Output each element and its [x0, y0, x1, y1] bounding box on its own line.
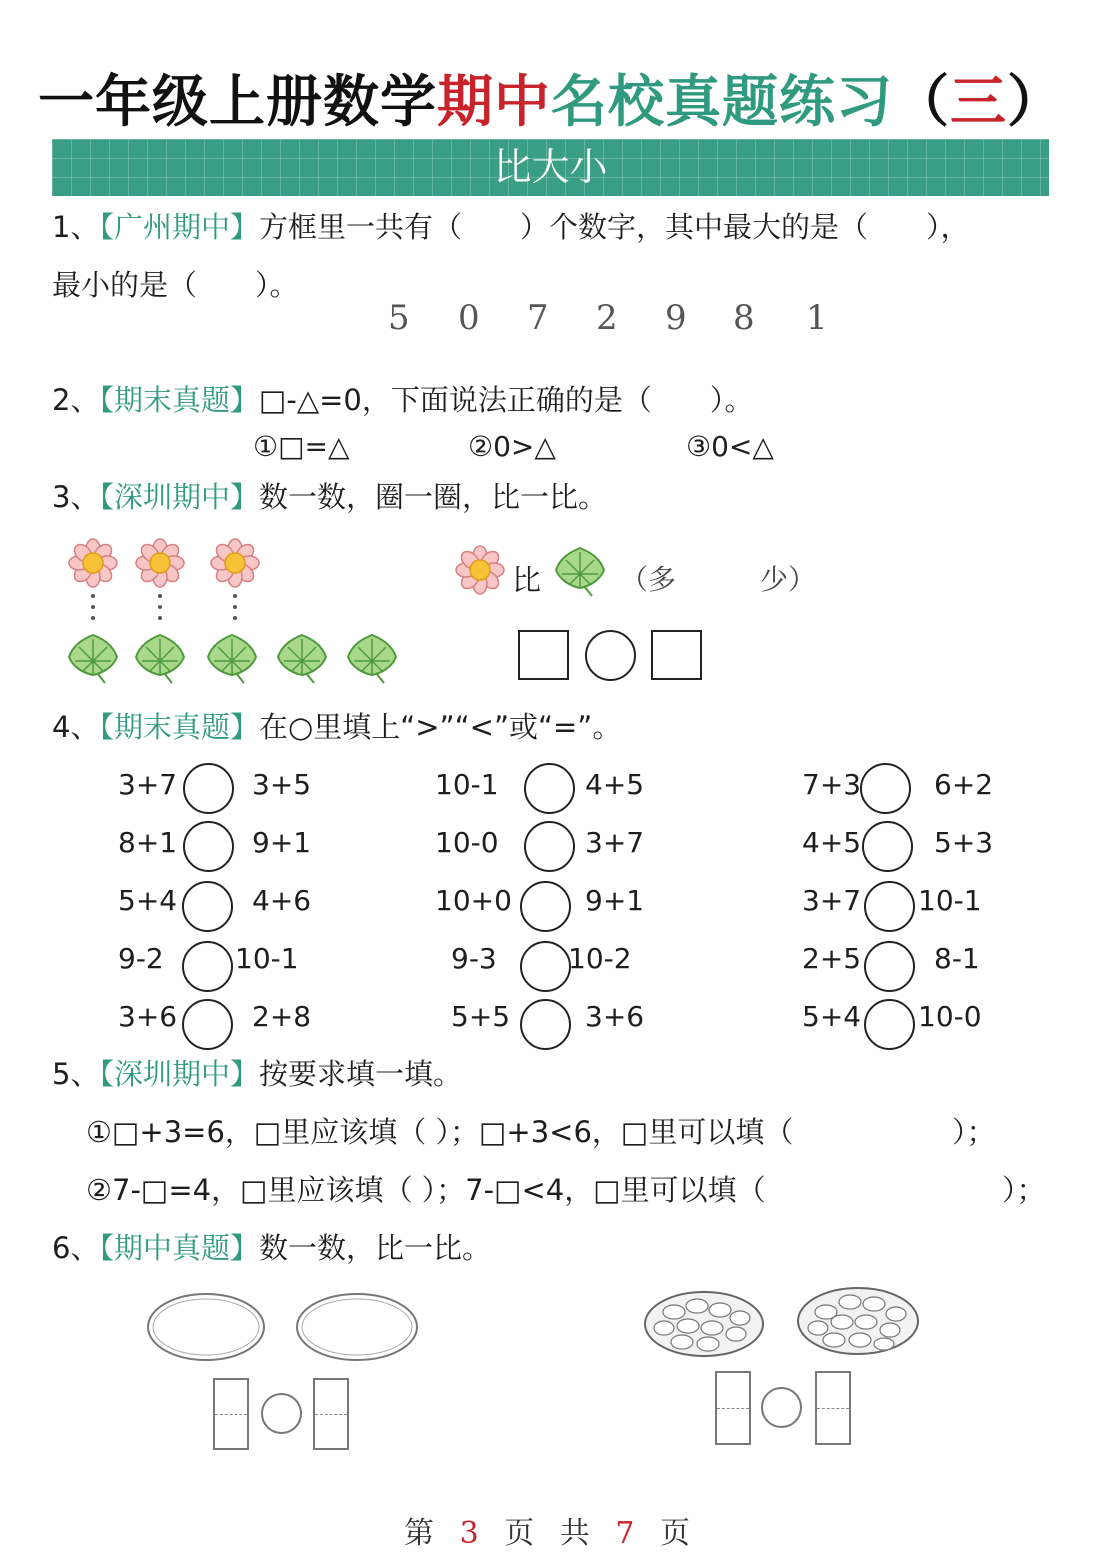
- q4-left-expr: 10-1: [435, 768, 499, 801]
- q4-left-expr: 10+0: [435, 884, 512, 917]
- q3-dotted-connectors: [91, 594, 237, 620]
- q4-left-expr: 4+5: [802, 826, 862, 859]
- footer-middle: 页 共: [504, 1516, 598, 1551]
- q1-tag: 【广州期中】: [99, 210, 259, 244]
- q3-text: 数一数，圈一圈，比一比。: [258, 480, 607, 514]
- page-footer: [0, 1508, 1102, 1552]
- q4-text: 在○里填上“>”“<”或“=”。: [258, 710, 622, 744]
- q3-leaf-row: [69, 635, 396, 683]
- title-part2: 期中: [437, 69, 551, 135]
- empty-plate-icon: [297, 1294, 417, 1360]
- q3-answer-circle[interactable]: [585, 630, 636, 681]
- q4-answer-circle[interactable]: [183, 763, 234, 814]
- q3-answer-box-right[interactable]: [651, 630, 702, 680]
- q4-answer-circle[interactable]: [864, 999, 915, 1050]
- q3-answer-box-left[interactable]: [518, 630, 569, 680]
- q4-answer-circle[interactable]: [524, 821, 575, 872]
- q4-answer-circle[interactable]: [520, 881, 571, 932]
- title-close-paren: ）: [1007, 69, 1064, 135]
- q4-right-expr: 6+2: [934, 768, 994, 801]
- q5-item-1-end: ）；: [952, 1115, 996, 1149]
- q3-compare-word: 比: [512, 563, 542, 597]
- q2-text: □-△=0，下面说法正确的是（ ）。: [258, 383, 754, 417]
- title-open-paren: （: [893, 69, 950, 135]
- q4-tag: 【期末真题】: [99, 710, 259, 744]
- q4-answer-circle[interactable]: [864, 881, 915, 932]
- q4-number: 4、: [52, 710, 100, 744]
- q4-right-expr: 3+6: [585, 1000, 645, 1033]
- q4-right-expr: 8-1: [934, 942, 980, 975]
- q2-option-2: ②0>△: [468, 430, 556, 463]
- digit-item: 9: [665, 298, 687, 338]
- q4-answer-circle[interactable]: [183, 821, 234, 872]
- digit-item: 1: [806, 298, 828, 338]
- q6-answer-circle[interactable]: [261, 1393, 302, 1434]
- leaf-icon: [208, 635, 256, 683]
- q3-number: 3、: [52, 480, 100, 514]
- q5-tag: 【深圳期中】: [99, 1057, 259, 1091]
- q4-left-expr: 9-3: [451, 942, 497, 975]
- leaf-icon: [136, 635, 184, 683]
- q6-text: 数一数，比一比。: [258, 1231, 491, 1265]
- footer-suffix: 页: [659, 1516, 698, 1551]
- q4-answer-circle[interactable]: [524, 763, 575, 814]
- title-part3: 名校真题练习: [551, 69, 893, 135]
- q2-number: 2、: [52, 383, 100, 417]
- q4-answer-circle[interactable]: [862, 821, 913, 872]
- q4-right-expr: 10-1: [918, 884, 982, 917]
- q5-item-2: ②7-□=4，□里应该填（ ）；7-□<4，□里可以填（: [86, 1173, 766, 1207]
- q6-tag: 【期中真题】: [99, 1231, 259, 1265]
- q6-answer-box[interactable]: [815, 1371, 851, 1445]
- compare-flower-icon: [456, 546, 504, 594]
- q3-flower-row: [69, 539, 259, 587]
- q4-right-expr: 2+8: [252, 1000, 312, 1033]
- q1-text-line2: 最小的是（ ）。: [52, 268, 299, 302]
- question-5: [52, 1054, 462, 1094]
- q5-item-1: ①□+3=6，□里应该填（ ）；□+3<6，□里可以填（: [86, 1115, 794, 1149]
- q4-answer-circle[interactable]: [182, 941, 233, 992]
- compare-leaf-icon: [556, 548, 604, 596]
- flower-icon: [211, 539, 259, 587]
- q4-left-expr: 2+5: [802, 942, 862, 975]
- q4-right-expr: 9+1: [252, 826, 312, 859]
- title-number: 三: [950, 69, 1007, 135]
- q4-left-expr: 8+1: [118, 826, 178, 859]
- footer-prefix: 第: [404, 1516, 443, 1551]
- q2-option-3: ③0<△: [686, 430, 774, 463]
- question-6: [52, 1228, 491, 1268]
- q4-left-expr: 10-0: [435, 826, 499, 859]
- q4-answer-circle[interactable]: [860, 763, 911, 814]
- q5-text: 按要求填一填。: [258, 1057, 462, 1091]
- q4-left-expr: 5+4: [802, 1000, 862, 1033]
- leaf-icon: [69, 635, 117, 683]
- q1-text: 方框里一共有（ ）个数字，其中最大的是（ ），: [258, 210, 970, 244]
- digit-item: 2: [596, 298, 618, 338]
- q4-left-expr: 9-2: [118, 942, 164, 975]
- q4-right-expr: 9+1: [585, 884, 645, 917]
- q4-left-expr: 3+7: [118, 768, 178, 801]
- q4-answer-circle[interactable]: [864, 941, 915, 992]
- flower-icon: [136, 539, 184, 587]
- footer-total-pages: 7: [615, 1516, 643, 1551]
- q4-right-expr: 5+3: [934, 826, 994, 859]
- q2-option-1: ①□=△: [253, 430, 350, 463]
- leaf-icon: [278, 635, 326, 683]
- q4-right-expr: 4+5: [585, 768, 645, 801]
- q5-item-2-end: ）；: [1002, 1173, 1046, 1207]
- empty-plate-icon: [148, 1294, 264, 1360]
- q4-right-expr: 10-2: [568, 942, 632, 975]
- flower-icon: [69, 539, 117, 587]
- q1-number: 1、: [52, 210, 100, 244]
- leaf-icon: [348, 635, 396, 683]
- q2-tag: 【期末真题】: [99, 383, 259, 417]
- digit-item: 8: [733, 298, 755, 338]
- q4-right-expr: 10-0: [918, 1000, 982, 1033]
- q4-answer-circle[interactable]: [520, 999, 571, 1050]
- digit-item: 5: [388, 298, 410, 338]
- q4-left-expr: 3+7: [802, 884, 862, 917]
- q4-left-expr: 3+6: [118, 1000, 178, 1033]
- q4-right-expr: 3+7: [585, 826, 645, 859]
- q4-left-expr: 5+4: [118, 884, 178, 917]
- digit-item: 7: [527, 298, 549, 338]
- q4-answer-circle[interactable]: [182, 999, 233, 1050]
- digit-item: 0: [458, 298, 480, 338]
- q4-left-expr: 7+3: [802, 768, 862, 801]
- q6-answer-box[interactable]: [213, 1378, 249, 1450]
- q4-left-expr: 5+5: [451, 1000, 511, 1033]
- q3-choice: （多 少）: [620, 563, 817, 596]
- footer-page-number: 3: [459, 1516, 487, 1551]
- q5-number: 5、: [52, 1057, 100, 1091]
- q4-right-expr: 4+6: [252, 884, 312, 917]
- q6-left-group: [148, 1294, 417, 1360]
- q3-tag: 【深圳期中】: [99, 480, 259, 514]
- q6-answer-box[interactable]: [313, 1378, 349, 1450]
- section-banner-title: 比大小: [493, 145, 608, 189]
- q6-answer-circle[interactable]: [761, 1387, 802, 1428]
- q6-answer-box[interactable]: [715, 1371, 751, 1445]
- q4-answer-circle[interactable]: [520, 941, 571, 992]
- q6-right-group: [645, 1288, 918, 1356]
- q6-number: 6、: [52, 1231, 100, 1265]
- q4-answer-circle[interactable]: [182, 881, 233, 932]
- question-4: [52, 707, 621, 747]
- q4-right-expr: 3+5: [252, 768, 312, 801]
- title-part1: 一年级上册数学: [38, 69, 437, 135]
- q4-right-expr: 10-1: [235, 942, 299, 975]
